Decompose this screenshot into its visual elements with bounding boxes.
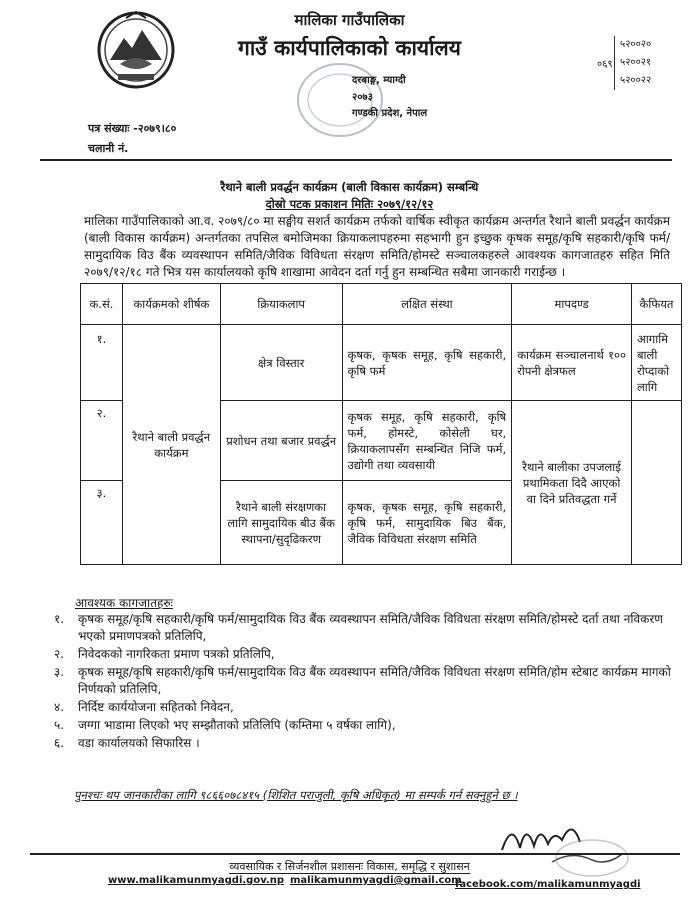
phone-prefix: ०६९ [597,59,613,70]
list-number: २. [54,647,65,661]
notice-subject: रैथाने बाली प्रवर्द्धन कार्यक्रम (बाली विकास कार्यक्रम) सम्बन्धि [220,180,479,194]
email-link[interactable]: malikamunmyagdi@gmail.com [290,875,462,886]
phone-number: ५२००२० [620,39,652,50]
footer-divider [30,853,680,855]
target-cell: कृषक, कृषक समूह, कृषि सहकारी, कृषि फर्म [342,325,512,401]
remarks-cell: आगामि बाली रोप्दाको लागि [631,325,681,401]
office-location-1: दरबाङ्ग, म्याग्दी [352,75,406,86]
website-link[interactable]: www.malikamunmyagdi.gov.np [108,875,284,886]
col-header-criteria: मापदण्ड [512,284,632,325]
footer-motto [0,859,699,874]
remarks-cell [631,401,681,565]
col-header-activity: क्रियाकलाप [220,284,342,325]
program-title-cell: रैथाने बाली प्रवर्द्धन कार्यक्रम [122,325,220,565]
office-name: गाउँ कार्यपालिकाको कार्यालय [238,36,461,60]
list-number: १. [54,612,65,626]
col-header-sn: क.सं. [81,284,123,325]
footer-motto-text: व्यवसायिक र सिर्जनशील प्रशासनः विकास, समृद्धि र सुशासन [229,860,470,873]
list-number: ६. [54,736,65,750]
chalani-number: चलानी नं. [88,142,129,155]
phone-list [614,36,651,90]
requirements-list [54,611,680,753]
phone-number: ५२००२१ [620,57,652,68]
facebook-link[interactable]: facebook.com/malikamunmyagdi [455,879,641,890]
list-text: निवेदकको नागरिकता प्रमाण पत्रको प्रतिलिपि, [78,647,275,661]
activity-cell: क्षेत्र विस्तार [220,325,342,401]
list-number: ३. [54,665,65,679]
col-header-remarks: कैफियत [631,284,681,325]
patra-sankhya: पत्र संख्याः -२०७९।८० [88,122,177,135]
list-item [54,735,680,752]
row-sn: २. [81,401,123,481]
list-number: ५. [54,718,65,732]
notice-body: मालिका गाउँपालिकाको आ.व. २०७९/८० मा सङ्घीय सशर्त कार्यक्रम तर्फको वार्षिक स्वीकृत कार्यक्रम अन्तर्गत रैथाने बाली प्रवर्द्धन कार्यक्रम (बाली विकास कार्यक्रम) अन्तर्गतका तपसिल बमोजिमका क्रियाकलापहरुमा सहभागी हुन इच्छुक कृषक समूह/कृषि सहकारी/कृषि फर्म/सामुदायिक विउ बैंक व्यवस्थापन समिति/जैविक विविधता संरक्षण समिति/होमस्टे सञ्चालकहरुले आवश्यक कागजातहरु सहित मिति २०७९/१२/१८ गते भित्र यस कार्यालयको कृषि शाखामा आवेदन दर्ता गर्नु हुन सम्बन्धित सबैमा जानकारी गराईन्छ । [84,214,670,279]
row-sn: ३. [81,481,123,565]
target-cell: कृषक समूह, कृषि सहकारी, कृषि फर्म, होमस्टे, कोसेली घर, क्रियाकलापसँग सम्बन्धित निजि फर्म, उद्योगी तथा व्यवसायी [342,401,512,481]
criteria-cell: कार्यक्रम सञ्चालनार्थ १०० रोपनी क्षेत्रफल [512,325,632,401]
list-item [54,646,680,663]
office-location-3: गण्डकी प्रदेश, नेपाल [352,108,428,119]
activity-cell: प्रशोधन तथा बजार प्रवर्द्धन [220,401,342,481]
requirements-title: आवश्यक कागजातहरुः [75,596,173,610]
list-number: ४. [54,700,65,714]
phone-number: ५२००२२ [620,75,652,86]
table-header-row [81,284,682,325]
shared-criteria-cell: रैथाने बालीका उपजलाई प्रथामिकता दिदै आएको वा दिने प्रतिवद्धता गर्ने [512,401,632,565]
header-divider [40,159,672,161]
col-header-target: लक्षित संस्था [342,284,512,325]
list-text: निर्दिष्ट कार्ययोजना सहितको निवेदन, [78,700,234,714]
municipality-name: मालिका गाउँपालिका [294,11,405,29]
list-text: जग्गा भाडामा लिएको भए सम्झौताको प्रतिलिपि (कम्तिमा ५ वर्षका लागि), [78,718,396,732]
target-cell: कृषक, कृषक समूह, कृषि सहकारी, कृषि फर्म, सामुदायिक बिउ बैंक, जैविक विविधता संरक्षण समिति [342,481,512,565]
list-text: कृषक समूह/कृषि सहकारी/कृषि फर्म/सामुदायिक विउ बैंक व्यवस्थापन समिति/जैविक विविधता संरक्षण समिति/होम स्टेबाट कार्यक्रम मागको निर्णयको प्रतिलिपि, [78,665,671,696]
activity-cell: रैथाने बाली संरक्षणका लागि सामुदायिक बीउ बैंक स्थापना/सुदृढिकरण [220,481,342,565]
row-sn: १. [81,325,123,401]
table-row [81,325,682,401]
list-text: कृषक समूह/कृषि सहकारी/कृषि फर्म/सामुदायिक विउ बैंक व्यवस्थापन समिति/जैविक विविधता संरक्षण समिति/होमस्टे दर्ता तथा नविकरण भएको प्रमाणपत्रको प्रतिलिपि, [78,612,663,643]
list-text: वडा कार्यालयको सिफारिस । [78,736,200,750]
program-table [80,283,682,565]
contact-note: पुनश्चः थप जानकारीका लागि ९८६६०७८४१५ (शिशित पराजुली, कृषि अधिकृत) मा सम्पर्क गर्न सक्नुहुने छ । [74,788,518,802]
list-item [54,664,680,698]
col-header-program: कार्यक्रमको शीर्षक [122,284,220,325]
list-item [54,717,680,734]
second-publication-text: दोस्रो पटक प्रकाशन मितिः २०७९/१२/१२ [265,197,434,211]
list-item [54,699,680,716]
office-location-2: २०७३ [352,92,373,103]
list-item [54,611,680,645]
second-publication [0,197,699,212]
